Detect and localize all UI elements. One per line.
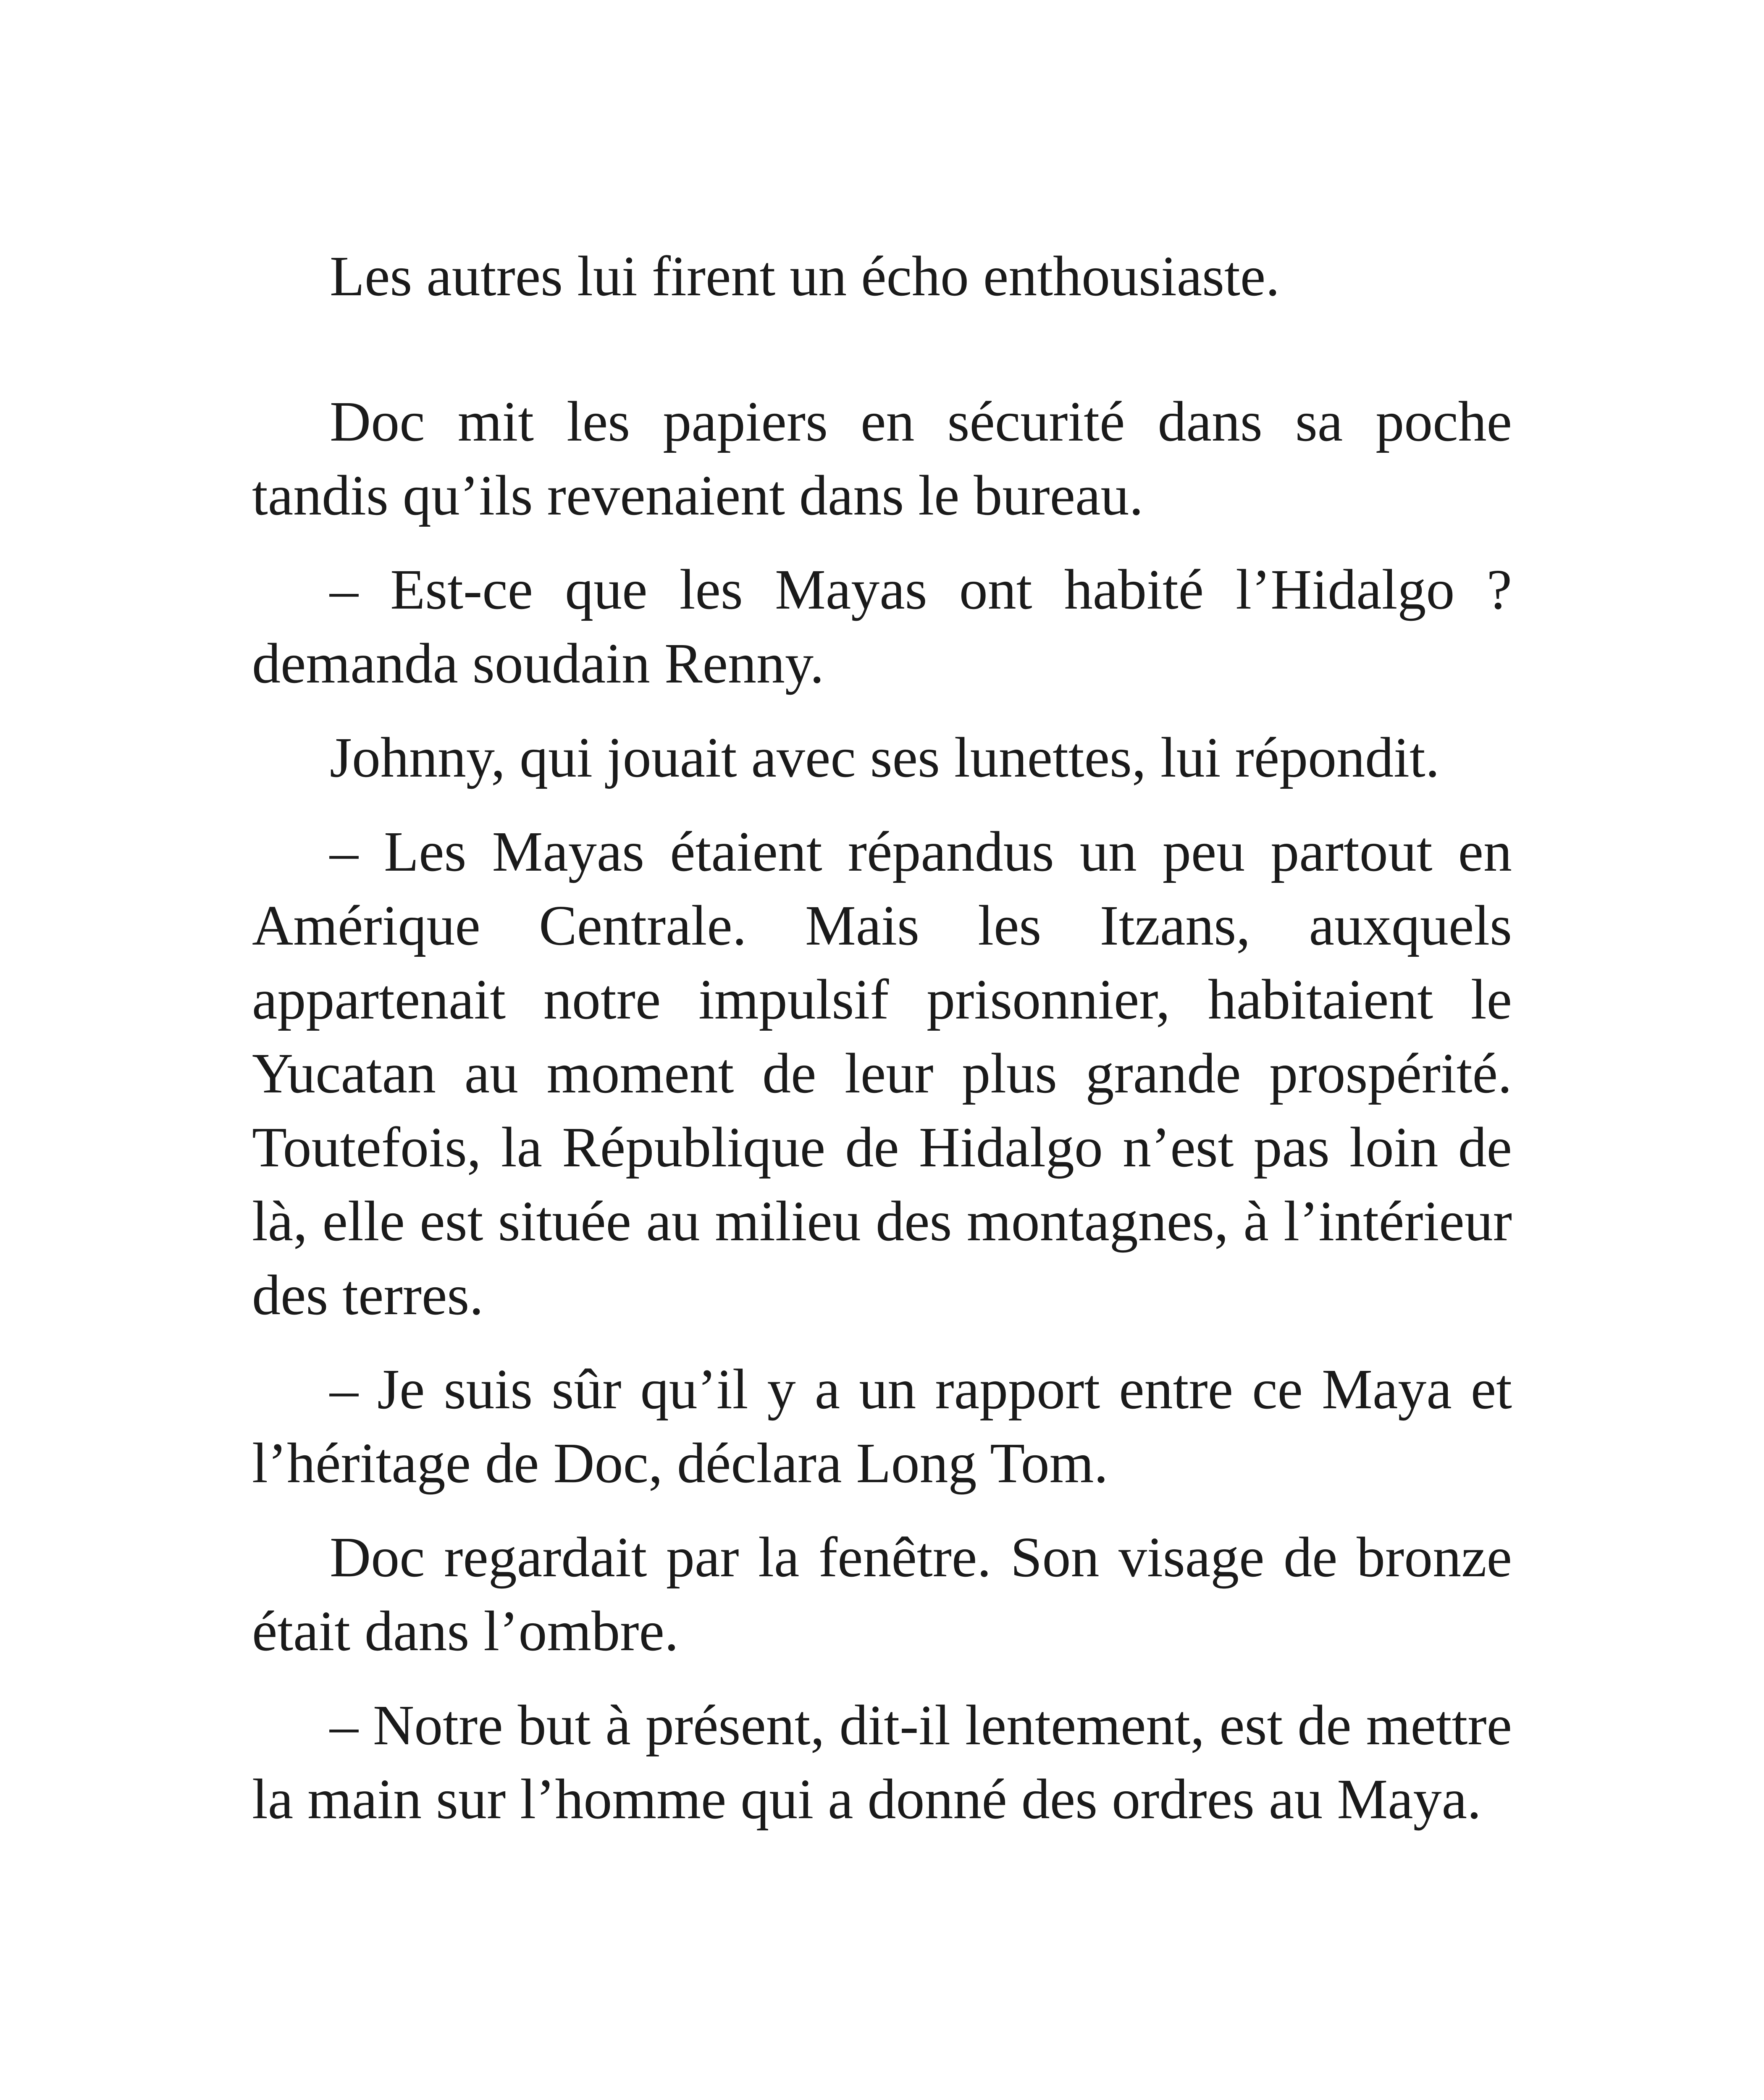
- paragraph: – Est-ce que les Mayas ont habité l’Hidalgo ? demanda soudain Renny.: [252, 558, 1512, 695]
- paragraph: Johnny, qui jouait avec ses lunettes, lui répondit.: [330, 726, 1440, 789]
- paragraph: Doc mit les papiers en sécurité dans sa poche tandis qu’ils revenaient dans le bureau.: [252, 390, 1512, 527]
- paragraph: – Notre but à présent, dit-il lentement, est de mettre la main sur l’homme qui a donné des ordres au Maya.: [252, 1694, 1512, 1831]
- paragraph: – Je suis sûr qu’il y a un rapport entre ce Maya et l’héritage de Doc, déclara Long Tom.: [252, 1358, 1512, 1495]
- paragraph: – Les Mayas étaient répandus un peu partout en Amérique Centrale. Mais les Itzans, auxquels appartenait notre impulsif prisonnier, habitaient le Yucatan au moment de leur plus grande prospérité. Toutefois, la République de Hidalgo n’est pas loin de là, elle est située au milieu des montagnes, à l’intérieur des terres.: [252, 820, 1512, 1327]
- paragraph: Les autres lui firent un écho enthousiaste.: [330, 245, 1280, 308]
- paragraph: Doc regardait par la fenêtre. Son visage de bronze était dans l’ombre.: [252, 1526, 1512, 1663]
- body-text: [252, 239, 1512, 1856]
